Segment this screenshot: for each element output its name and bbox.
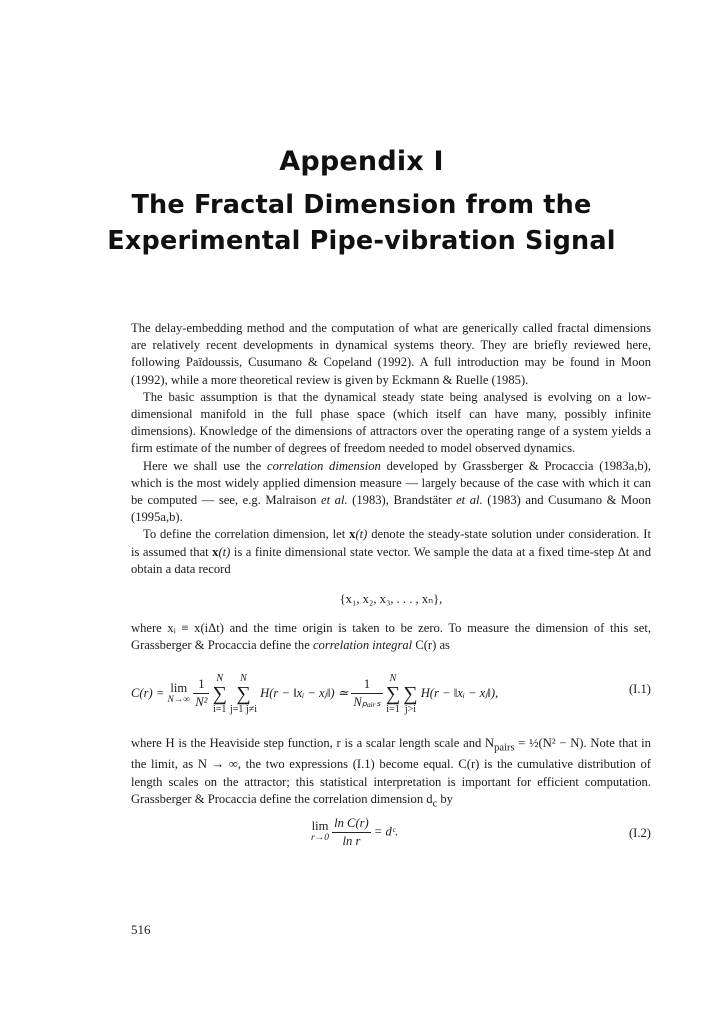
sigma-icon: ∑ [385,682,401,705]
eq1-sum-3 [386,673,400,715]
eq1-sum-2 [230,673,257,715]
paragraph-2: The basic assumption is that the dynamical steady state being analysed is evolving on a low-dimensional manifold in the full phase space (which itself can have many, possibly infinite dimensions). Knowledge of the dimensions of attractors over the operating range of a system yields a firm estimate of the number of degrees of freedom needed to model observed dynamics. [131,389,651,456]
equation-I1 [131,659,651,721]
p6-text-b: = ½(N² − N). Note that in the limit, as N → ∞, the two expressions (I.1) become equal. C(r) is the cumulative distribution of length scales on the attractor; this statistical interpretation is important for efficient computation. Grassberger & Procaccia define the correlation dimension d [131,735,651,806]
p4-text-a: To define the correlation dimension, let [143,527,350,542]
appendix-label: Appendix I [279,146,444,177]
eq1-sum-2-bot: j=1 [230,703,244,715]
eq1-sum-1-top: N [216,672,224,684]
eq1-term-2: H(r − ‖xᵢ − xⱼ‖), [420,685,499,700]
paragraph-4 [131,526,651,578]
eq1-sum-4-bot: j>i [404,703,417,715]
eq1-limit [167,682,190,706]
title-line-2: Experimental Pipe-vibration Signal [107,226,616,256]
paragraph-6 [131,735,651,813]
body-text [131,320,651,855]
p3-text-b: developed by Grassberger & Procaccia (1983a,b), which is the most widely applied dimension measure — largely because of the case with which it can be computed — see, e.g. Malraison [131,458,651,508]
eq1-term-1: H(r − ‖xᵢ − xⱼ‖) ≃ [260,685,352,700]
p5-text-a: where xᵢ ≡ x(iΔt) and the time origin is taken to be zero. To measure the dimension of this set, Grassberger & Procaccia define the [131,621,651,653]
paragraph-3 [131,458,651,527]
equation-I1-body [131,673,498,715]
eq1-sum-3-top: N [389,672,397,684]
p4-arg-t-2: (t) [218,544,231,559]
paragraph-5 [131,620,651,654]
eq1-sum-2-top: N [240,672,247,684]
page-number: 516 [131,922,151,937]
equation-I1-number: (I.1) [628,681,651,696]
eq2-frac-den: ln r [342,833,361,848]
eq1-lim-sub: N→∞ [167,694,191,705]
eq1-frac-1 [193,676,209,711]
data-record: {x₁, x₂, x₃, . . . , xₙ}, [339,592,443,607]
p4-arg-t: (t) [355,527,368,542]
p6-text-a: where H is the Heaviside step function, r is a scalar length scale and N [131,735,495,750]
p6-text-c: by [437,791,453,806]
eq1-frac-1-num: 1 [193,676,209,694]
p3-etal-1: et al. [321,493,348,508]
eq1-frac-1-den: N² [195,695,208,710]
eq1-sum-1 [213,673,227,715]
eq1-sum-3-bot: i=1 [386,703,400,715]
p4-text-c: is a finite dimensional state vector. We sample the data at a fixed time-step Δt and obtain a data record [131,544,651,576]
paragraph-1: The delay-embedding method and the computation of what are generically called fractal dimensions are relatively recent developments in dynamical systems theory. They are briefly reviewed here, following Païdoussis, Cusumano & Copeland (1992). A full introduction may be found in Moon (1992), while a more theoretical review is given by Eckmann & Ruelle (1985). [131,321,651,387]
p5-emphasis: correlation integral [312,638,413,653]
p4-vector-x-2: x [212,544,219,559]
title-line-1: The Fractal Dimension from the [131,190,592,220]
sigma-icon: ∑ [212,682,227,705]
sigma-icon: ∑ [403,682,418,705]
p4-text-b: denote the steady-state solution under consideration. It is assumed that [131,527,651,559]
equation-I2-number: (I.2) [628,825,651,840]
sigma-icon: ∑ [236,682,251,705]
p6-sub-pairs: pairs [494,742,515,754]
eq1-sum-4-top [409,673,412,684]
eq2-frac-num: ln C(r) [332,815,371,833]
p6-sub-c: c [432,798,438,810]
p3-etal-2: et al. [456,493,483,508]
eq2-limit [311,820,329,844]
eq1-lim-text: lim [170,680,188,695]
p3-text-a: Here we shall use the [143,458,268,473]
eq1-sum-2-bot2: j≠i [245,703,257,715]
eq1-sum-4 [403,673,417,715]
eq1-sum-1-bot: i=1 [213,703,227,715]
p5-text-b: C(r) as [412,638,450,653]
p3-text-d: (1983) and Cusumano & Moon (1995a,b). [131,493,652,525]
eq2-lim-text: lim [311,819,329,834]
equation-I2 [131,815,651,855]
p3-emphasis: correlation dimension [267,458,381,473]
eq2-rhs: = dᶜ. [373,824,399,839]
eq1-frac-2 [351,676,382,711]
eq2-lim-sub: r→0 [311,833,329,844]
eq1-frac-2-num: 1 [351,676,382,694]
eq1-frac-2-den: Nₚₐᵢᵣₛ [353,695,381,710]
eq2-frac [332,815,371,850]
p3-text-c: (1983), Brandstäter [347,493,457,508]
equation-I2-body [311,815,398,850]
eq1-lhs: C(r) = [131,685,168,700]
p4-vector-x: x [349,527,356,542]
